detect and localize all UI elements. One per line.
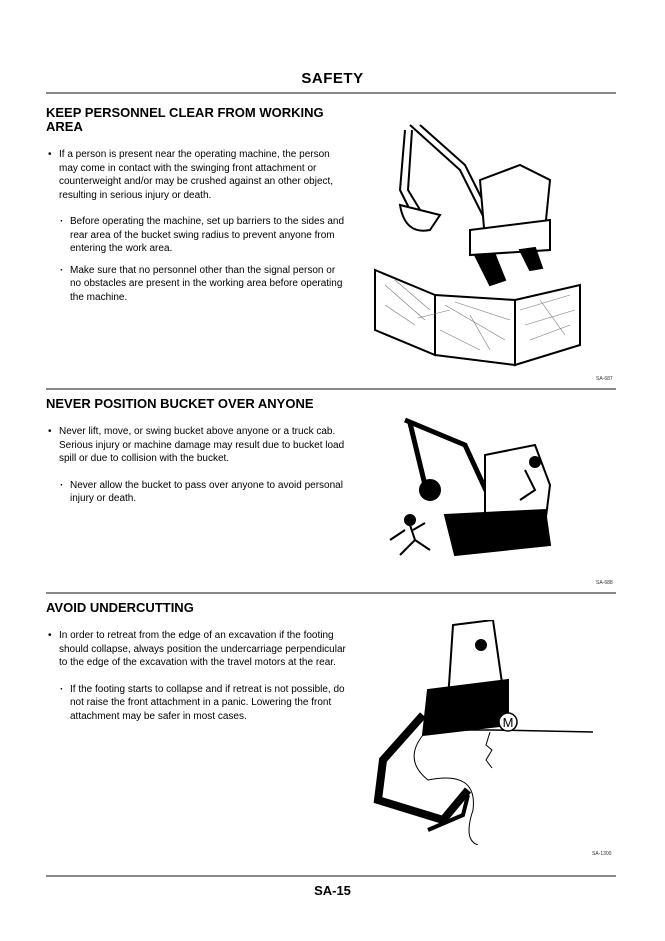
section-never-position-bucket [46,397,346,506]
bullet-text: • In order to retreat from the edge of an excavation if the footing should collapse, always position the undercarriage perpendicular to the edge of the excavation with the travel motors at the rear. [46,629,346,670]
section-keep-personnel-clear [46,106,346,304]
figure-code: SA-1300 [592,851,612,857]
page-title: SAFETY [301,70,364,87]
figure-code: SA-687 [596,376,613,382]
figure-code: SA-688 [596,580,613,586]
title-divider [46,92,616,94]
bullet-continuation-text: Serious injury or machine damage may result due to bucket load spill or due to collision with the bucket. [59,439,345,464]
section-heading: NEVER POSITION BUCKET OVER ANYONE [46,396,314,411]
section-divider [46,388,616,390]
sub-bullet-text: · Before operating the machine, set up barriers to the sides and rear area of the bucket swing radius to prevent anyone from entering the work area. [46,215,346,256]
excavator-with-barriers-illustration [370,120,615,370]
bucket-over-person-illustration [385,415,560,565]
sub-bullet-text: · Make sure that no personnel other than the signal person or no obstacles are present in the working area before operating the machine. [46,264,346,305]
bullet-text: • Never lift, move, or swing bucket above anyone or a truck cab. [46,425,346,439]
section-heading: AVOID UNDERCUTTING [46,600,194,615]
bullet-text: • If a person is present near the operating machine, the person may come in contact with the swinging front attachment or counterweight and/or may be crushed against an other object, resulting in serious injury or death. [46,148,346,202]
footer-divider [46,875,616,877]
undercutting-excavator-illustration [368,620,598,845]
section-avoid-undercutting [46,601,346,723]
motor-label: M [502,715,514,730]
section-divider [46,592,616,594]
section-heading: KEEP PERSONNEL CLEAR FROM WORKING AREA [46,105,324,134]
sub-bullet-text: · Never allow the bucket to pass over anyone to avoid personal injury or death. [46,479,346,506]
sub-bullet-text: · If the footing starts to collapse and if retreat is not possible, do not raise the front attachment in a panic. Lowering the front attachment may be safer in most cases. [46,683,346,724]
page-number: SA-15 [314,883,351,898]
